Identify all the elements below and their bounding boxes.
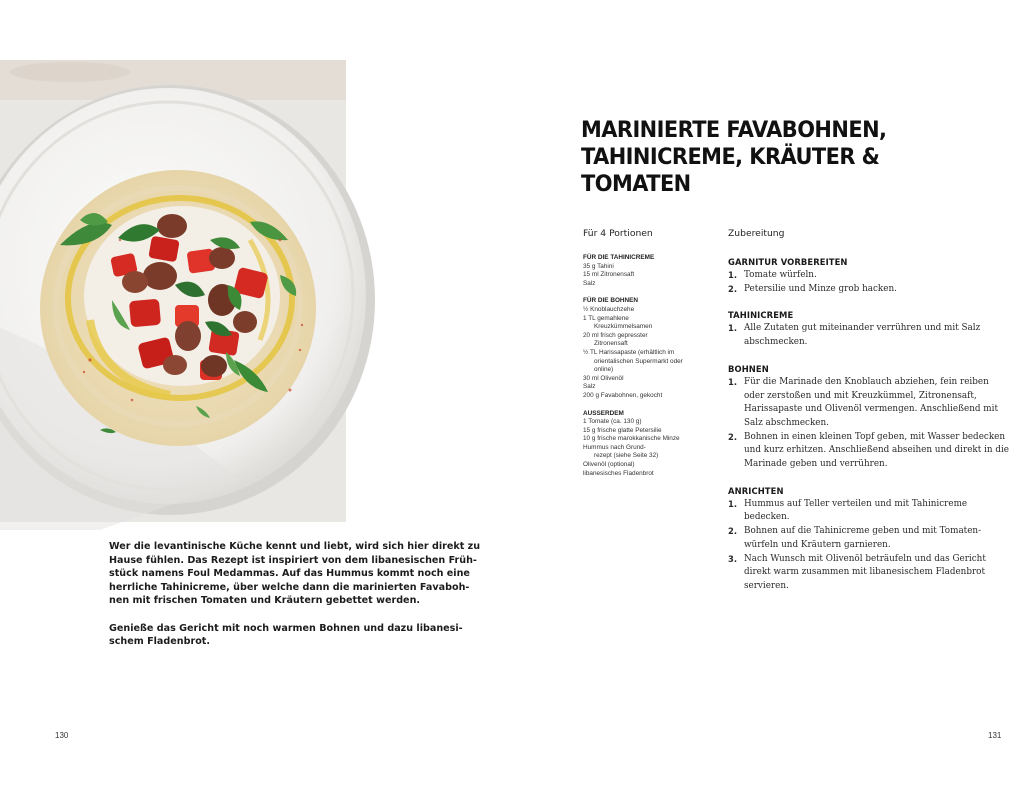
- step-text: [744, 553, 1000, 594]
- ingredient-group-heading: FÜR DIE TAHINICREME: [583, 254, 655, 261]
- step-text: [744, 431, 1009, 472]
- ingredient-groups: [583, 254, 708, 478]
- recipe-title: [581, 117, 953, 198]
- hummus-plate-photo-icon: [0, 60, 346, 522]
- preparation-step: [728, 525, 1000, 552]
- preparation-section: [728, 309, 1000, 349]
- ingredient-group: [583, 410, 708, 479]
- ingredient-group: [583, 297, 708, 400]
- ingredient-line: 200 g Favabohnen, gekocht: [583, 391, 663, 399]
- step-number: 2.: [728, 431, 738, 442]
- step-text-line: servieren.: [744, 580, 789, 591]
- preparation-section-title: BOHNEN: [728, 363, 769, 374]
- ingredient-line: libanesisches Fladenbrot: [583, 469, 654, 477]
- step-text: [744, 269, 1000, 283]
- step-number: 1.: [728, 270, 738, 280]
- page-number-left: 130: [55, 731, 69, 740]
- preparation-step: [728, 322, 1000, 349]
- step-text-line: und kurz erhitzen. Anschließend abseihen und direkt in die: [744, 445, 1009, 456]
- step-number: 1.: [728, 323, 738, 334]
- step-number: 1.: [728, 376, 738, 387]
- preparation-sections: [728, 256, 1009, 594]
- ingredient-line: 1 TL gemahlene: [583, 314, 629, 322]
- step-text: [744, 376, 1000, 431]
- step-number: 1.: [728, 498, 738, 509]
- preparation-step: [728, 553, 1000, 594]
- ingredient-line: online): [594, 366, 614, 374]
- step-text: [744, 498, 1000, 525]
- ingredient-line: 10 g frische marokkanische Minze: [583, 435, 680, 443]
- intro-line: herrliche Tahinicreme, über welche dann die marinierten Favaboh-: [109, 581, 470, 593]
- ingredients-column: [583, 228, 708, 487]
- ingredient-line: Hummus nach Grund-: [583, 443, 646, 451]
- dish-photo: [0, 60, 346, 522]
- step-text-line: Tomate würfeln.: [744, 270, 817, 280]
- step-number: 2.: [728, 526, 738, 537]
- ingredient-line: 15 ml Zitronensaft: [583, 271, 635, 279]
- intro-line: Wer die levantinische Küche kennt und liebt, wird sich hier direkt zu: [109, 541, 481, 552]
- ingredient-line: rezept (siehe Seite 32): [594, 452, 659, 460]
- ingredient-group-heading: FÜR DIE BOHNEN: [583, 297, 639, 305]
- preparation-step: [728, 269, 1000, 283]
- preparation-column: [728, 228, 1009, 607]
- preparation-step: [728, 283, 1000, 297]
- intro-paragraph: [109, 540, 481, 608]
- title-line: MARINIERTE FAVABOHNEN,: [581, 117, 887, 143]
- preparation-section-title: TAHINICREME: [728, 310, 794, 321]
- step-text: [744, 525, 1000, 552]
- step-text-line: Hummus auf Teller verteilen und mit Tahinicreme: [744, 498, 968, 509]
- step-text-line: Bohnen in einen kleinen Topf geben, mit Wasser bedecken: [744, 431, 1006, 442]
- intro-line: schem Fladenbrot.: [109, 636, 211, 648]
- portions-label: Für 4 Portionen: [583, 228, 653, 239]
- ingredient-line: Olivenöl (optional): [583, 461, 635, 469]
- intro-line: stück namens Foul Medammas. Auf das Hummus kommt noch eine: [109, 568, 470, 580]
- ingredient-line: ½ Knoblauchzehe: [583, 305, 635, 313]
- intro-text: [109, 540, 481, 662]
- ingredient-line: Salz: [583, 383, 596, 391]
- step-text-line: Bohnen auf die Tahinicreme geben und mit Tomaten-: [744, 526, 982, 537]
- ingredient-line: Salz: [583, 279, 596, 287]
- ingredient-line: orientalischen Supermarkt oder: [594, 357, 683, 365]
- step-text-line: direkt warm zusammen mit libanesischem Fladenbrot: [744, 567, 986, 578]
- step-number: 2.: [728, 283, 738, 294]
- step-text-line: Petersilie und Minze grob hacken.: [744, 283, 897, 294]
- ingredient-line: 30 ml Olivenöl: [583, 374, 624, 382]
- intro-paragraph: [109, 622, 463, 649]
- ingredient-line: Zitronensaft: [594, 340, 628, 348]
- preparation-section: [728, 485, 1000, 594]
- intro-line: nen mit frischen Tomaten und Kräutern gebettet werden.: [109, 595, 421, 607]
- preparation-section: [728, 363, 1009, 472]
- step-text-line: Salz abschmecken.: [744, 417, 829, 428]
- step-text-line: Nach Wunsch mit Olivenöl beträufeln und das Gericht: [744, 553, 986, 564]
- step-text-line: abschmecken.: [744, 337, 808, 348]
- preparation-section-title: GARNITUR VORBEREITEN: [728, 257, 848, 267]
- ingredient-line: 15 g frische glatte Petersilie: [583, 426, 662, 434]
- step-text-line: Für die Marinade den Knoblauch abziehen, fein reiben: [744, 376, 989, 387]
- page-number-right: 131: [988, 731, 1002, 740]
- title-line: TAHINICREME, KRÄUTER &: [581, 144, 880, 170]
- step-text-line: Harissapaste und Olivenöl vermengen. Anschließend mit: [744, 404, 998, 415]
- step-text-line: oder zerstoßen und mit Kreuzkümmel, Zitronensaft,: [744, 390, 977, 401]
- preparation-step: [728, 376, 1000, 431]
- preparation-heading: Zubereitung: [728, 228, 785, 239]
- preparation-step: [728, 498, 1000, 525]
- preparation-step: [728, 431, 1009, 472]
- ingredient-line: 20 ml frisch gepresster: [583, 331, 648, 339]
- step-text-line: Alle Zutaten gut miteinander verrühren und mit Salz: [744, 323, 981, 334]
- intro-line: Genieße das Gericht mit noch warmen Bohnen und dazu libanesi-: [109, 622, 463, 634]
- step-text-line: Marinade geben und verrühren.: [744, 459, 888, 470]
- ingredient-line: Kreuzkümmelsamen: [594, 323, 653, 331]
- step-text: [744, 283, 1000, 297]
- ingredient-line: 35 g Tahini: [583, 262, 614, 270]
- ingredient-line: 1 Tomate (ca. 130 g): [583, 418, 642, 426]
- title-line: TOMATEN: [581, 171, 691, 197]
- ingredient-group: [583, 254, 708, 288]
- ingredient-group-heading: AUSSERDEM: [583, 409, 624, 417]
- step-text-line: würfeln und Kräutern garnieren.: [744, 539, 891, 550]
- step-number: 3.: [728, 553, 738, 564]
- preparation-section: [728, 256, 1000, 296]
- ingredient-line: ½ TL Harissapaste (erhältlich im: [583, 348, 675, 356]
- step-text-line: bedecken.: [744, 512, 790, 523]
- preparation-section-title: ANRICHTEN: [728, 485, 784, 496]
- step-text: [744, 322, 1000, 349]
- intro-line: Hause fühlen. Das Rezept ist inspiriert von dem libanesischen Früh-: [109, 554, 477, 566]
